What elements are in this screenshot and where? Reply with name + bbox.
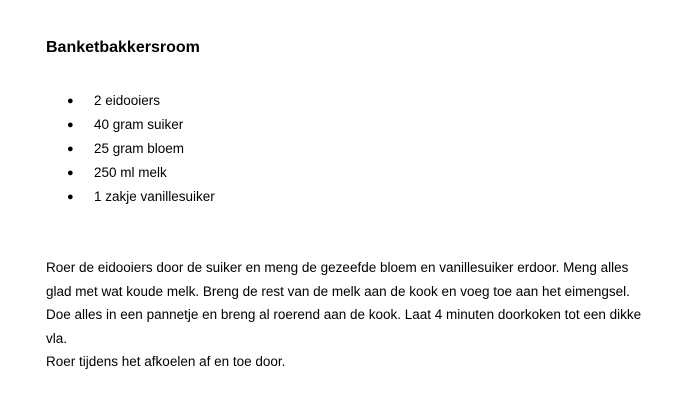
- ingredient-text: 25 gram bloem: [94, 141, 185, 156]
- instruction-line: vla.: [46, 330, 68, 346]
- bullet-icon: ●: [67, 119, 74, 131]
- instruction-line: Roer de eidooiers door de suiker en meng de gezeefde bloem en vanillesuiker erdoor. Meng alles: [46, 260, 629, 275]
- ingredient-text: 40 gram suiker: [94, 117, 184, 132]
- bullet-icon: ●: [67, 143, 74, 155]
- ingredient-text: 1 zakje vanillesuiker: [94, 189, 215, 204]
- bullet-icon: ●: [67, 167, 74, 179]
- ingredient-text: 2 eidooiers: [94, 93, 161, 108]
- bullet-icon: ●: [67, 191, 74, 203]
- instruction-line: Doe alles in een pannetje en breng al roerend aan de kook. Laat 4 minuten doorkoken tot een dikke: [46, 307, 642, 322]
- instructions-paragraph: [46, 256, 676, 374]
- ingredient-text: 250 ml melk: [94, 165, 167, 180]
- instruction-line: glad met wat koude melk. Breng de rest van de melk aan de kook en voeg toe aan het eimengsel.: [46, 283, 630, 299]
- bullet-icon: ●: [67, 95, 74, 107]
- page-title: Banketbakkersroom: [46, 39, 200, 56]
- instruction-line: Roer tijdens het afkoelen af en toe door.: [46, 354, 286, 369]
